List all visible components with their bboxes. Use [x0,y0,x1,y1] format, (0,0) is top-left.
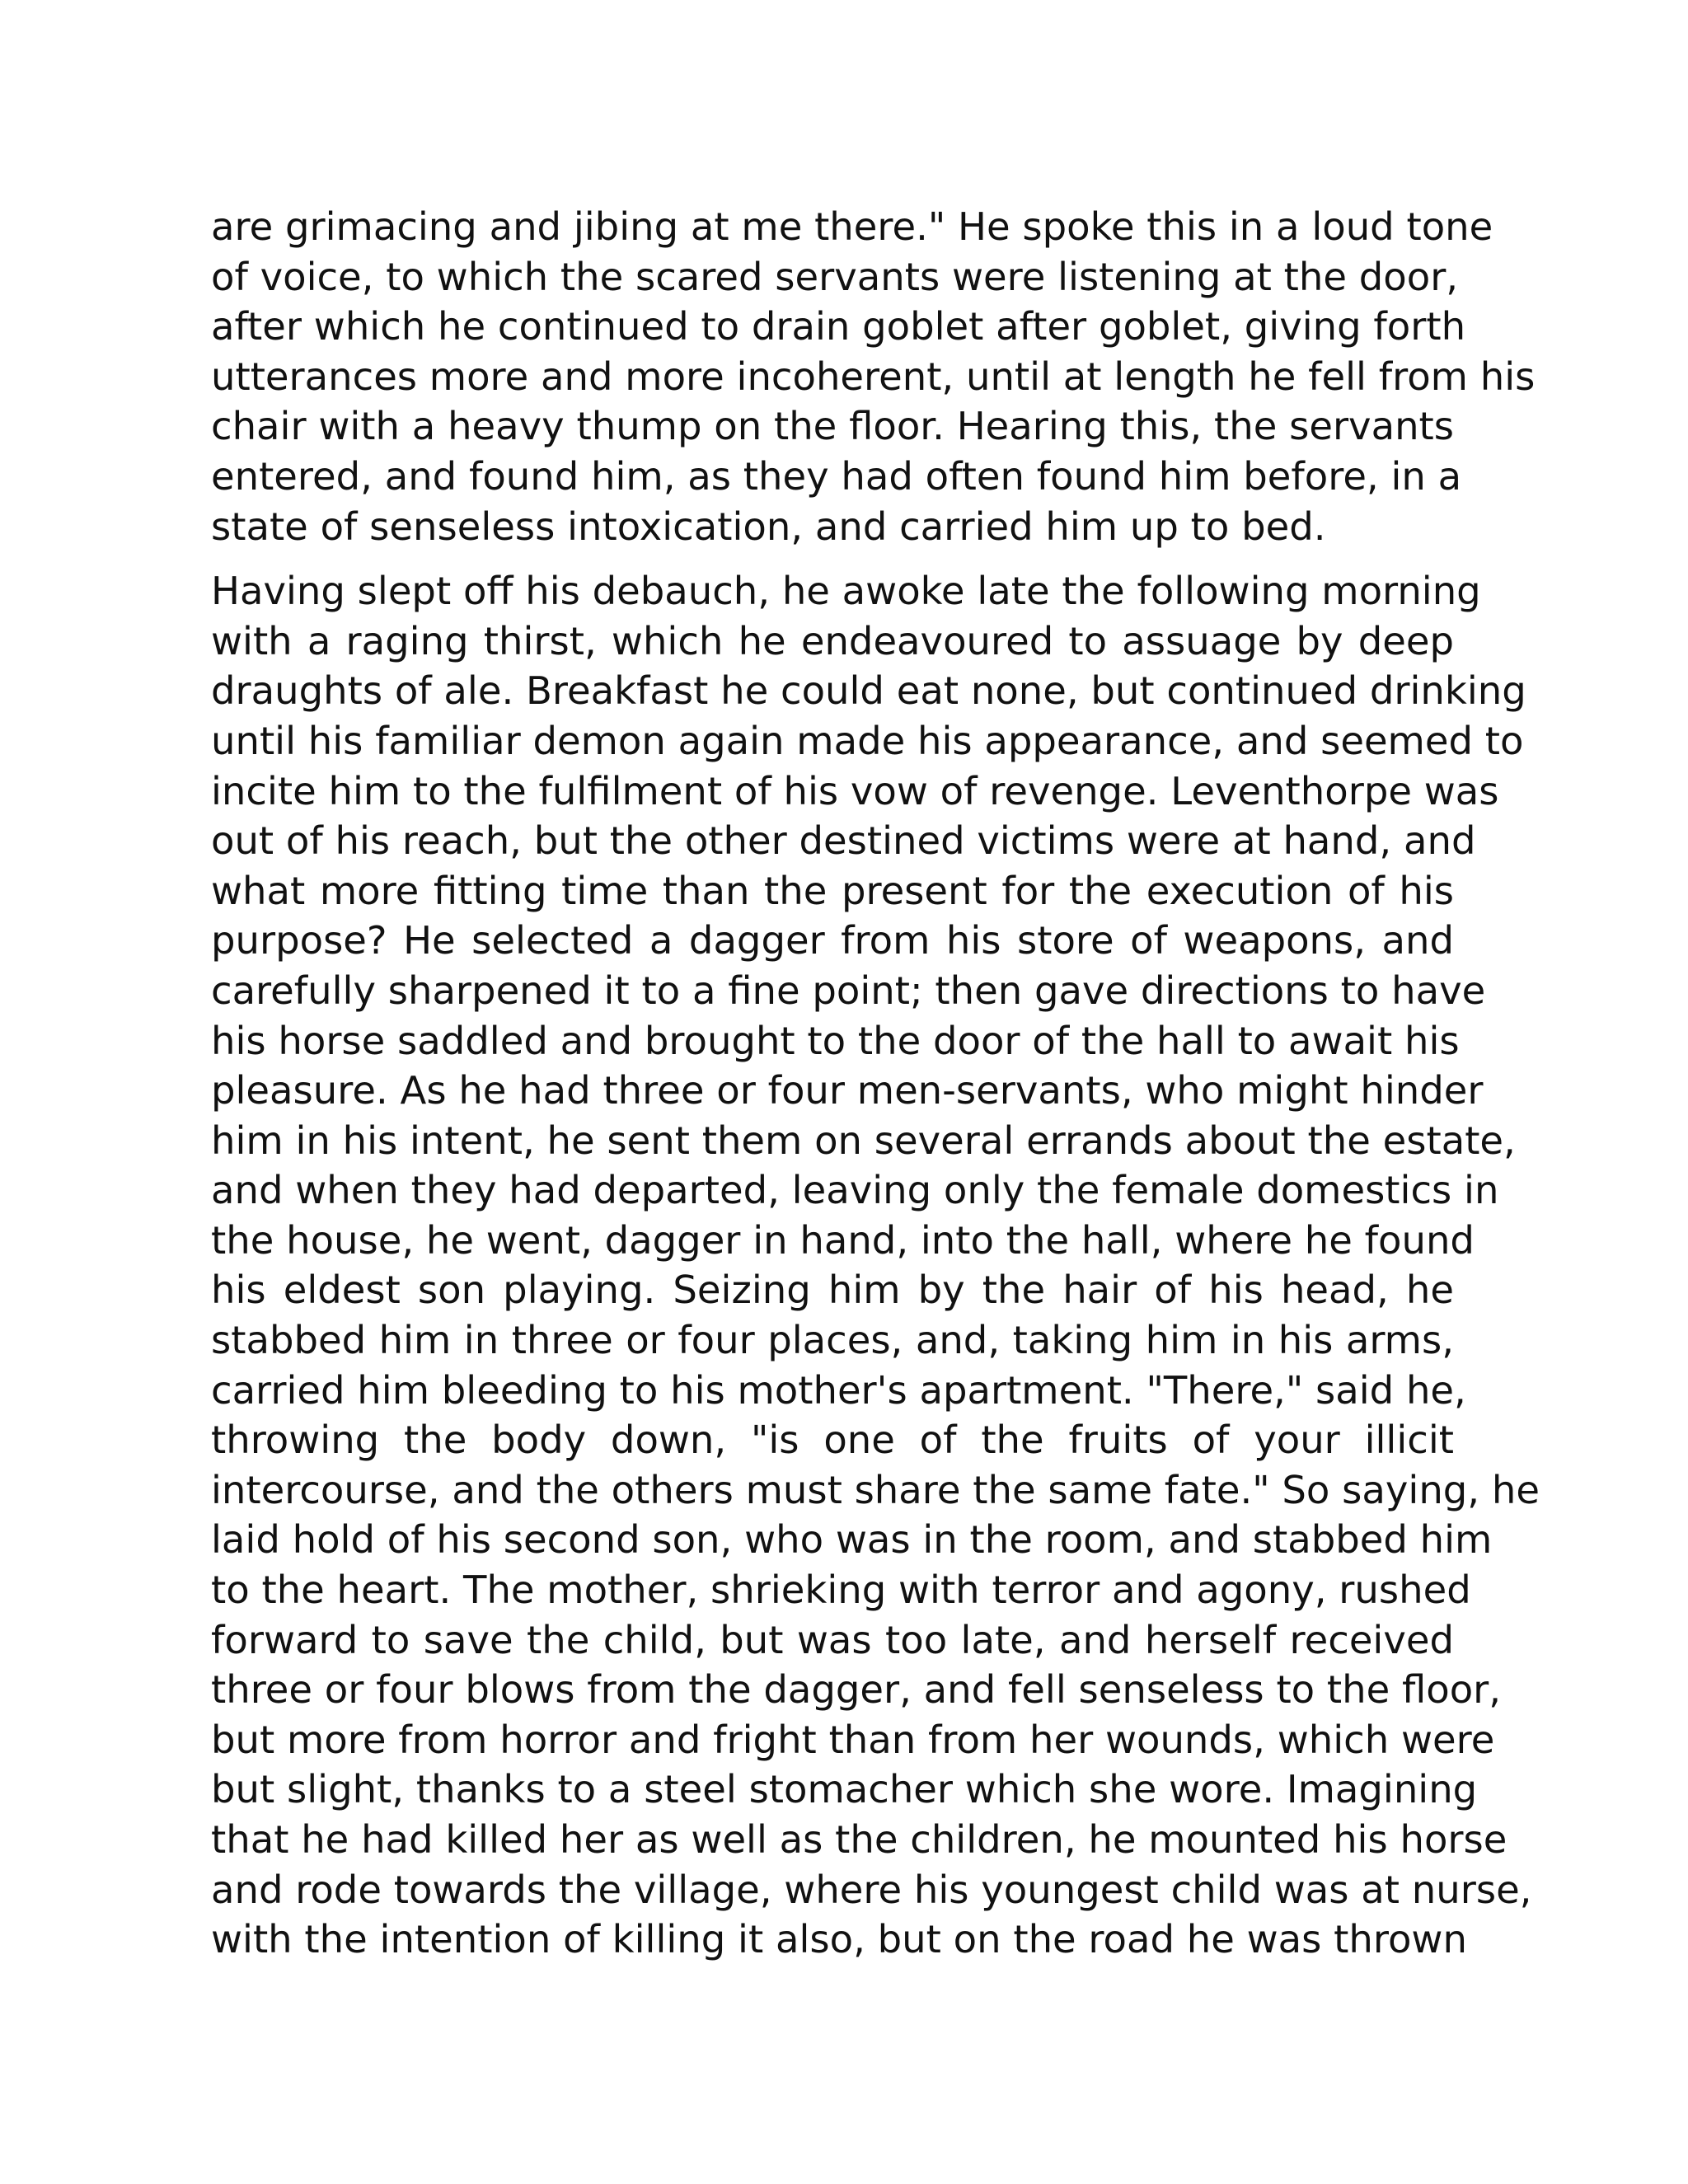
text-line: pleasure. As he had three or four men-servants, who might hinder [211,1068,1484,1113]
text-line: his horse saddled and brought to the door of the hall to await his [211,1018,1460,1063]
text-line: the house, he went, dagger in hand, into the hall, where he found [211,1217,1475,1263]
text-line: stabbed him in three or four places, and, taking him in his arms, [211,1318,1454,1363]
paragraph-1 [211,202,1536,551]
text-line: out of his reach, but the other destined victims were at hand, and [211,818,1476,864]
text-line: entered, and found him, as they had often found him before, in a [211,453,1462,499]
text-line: and rode towards the village, where his youngest child was at nurse, [211,1867,1532,1912]
text-line: carefully sharpened it to a fine point; then gave directions to have [211,968,1486,1013]
text-line: of voice, to which the scared servants were listening at the door, [211,254,1459,299]
text-line: incite him to the fulfilment of his vow of revenge. Leventhorpe was [211,768,1499,813]
text-line: utterances more and more incoherent, until at length he fell from his [211,354,1536,399]
text-line: but more from horror and fright than from her wounds, which were [211,1717,1495,1762]
text-line: are grimacing and jibing at me there." He spoke this in a loud tone [211,204,1493,249]
text-line: laid hold of his second son, who was in the room, and stabbed him [211,1517,1493,1563]
text-line: Having slept off his debauch, he awoke late the following morning [211,569,1481,614]
text-line: what more fitting time than the present for the execution of his [211,868,1454,913]
text-line: carried him bleeding to his mother's apartment. "There," said he, [211,1367,1466,1413]
text-line: throwing the body down, "is one of the fruits of your illicit [211,1418,1454,1463]
text-line: intercourse, and the others must share the same fate." So saying, he [211,1467,1540,1512]
text-line: three or four blows from the dagger, and fell senseless to the floor, [211,1667,1502,1713]
text-line: with a raging thirst, which he endeavoured to assuage by deep [211,618,1454,663]
paragraph-spacer [211,551,1454,566]
text-line: to the heart. The mother, shrieking with terror and agony, rushed [211,1568,1471,1613]
text-line: until his familiar demon again made his appearance, and seemed to [211,718,1524,763]
text-line: his eldest son playing. Seizing him by the hair of his head, he [211,1268,1454,1313]
text-line: that he had killed her as well as the children, he mounted his horse [211,1817,1507,1862]
text-line: state of senseless intoxication, and carried him up to bed. [211,504,1326,549]
text-line: and when they had departed, leaving only the female domestics in [211,1168,1499,1213]
text-line: purpose? He selected a dagger from his store of weapons, and [211,918,1454,963]
text-line: forward to save the child, but was too late, and herself received [211,1617,1454,1662]
text-line: but slight, thanks to a steel stomacher which she wore. Imagining [211,1767,1478,1812]
body-text [211,202,1540,1965]
text-line: chair with a heavy thump on the floor. Hearing this, the servants [211,404,1454,449]
text-line: him in his intent, he sent them on several errands about the estate, [211,1118,1516,1163]
paragraph-2 [211,566,1540,1965]
text-line: with the intention of killing it also, but on the road he was thrown [211,1917,1467,1962]
text-line: draughts of ale. Breakfast he could eat none, but continued drinking [211,668,1526,714]
text-line: after which he continued to drain goblet after goblet, giving forth [211,304,1466,349]
